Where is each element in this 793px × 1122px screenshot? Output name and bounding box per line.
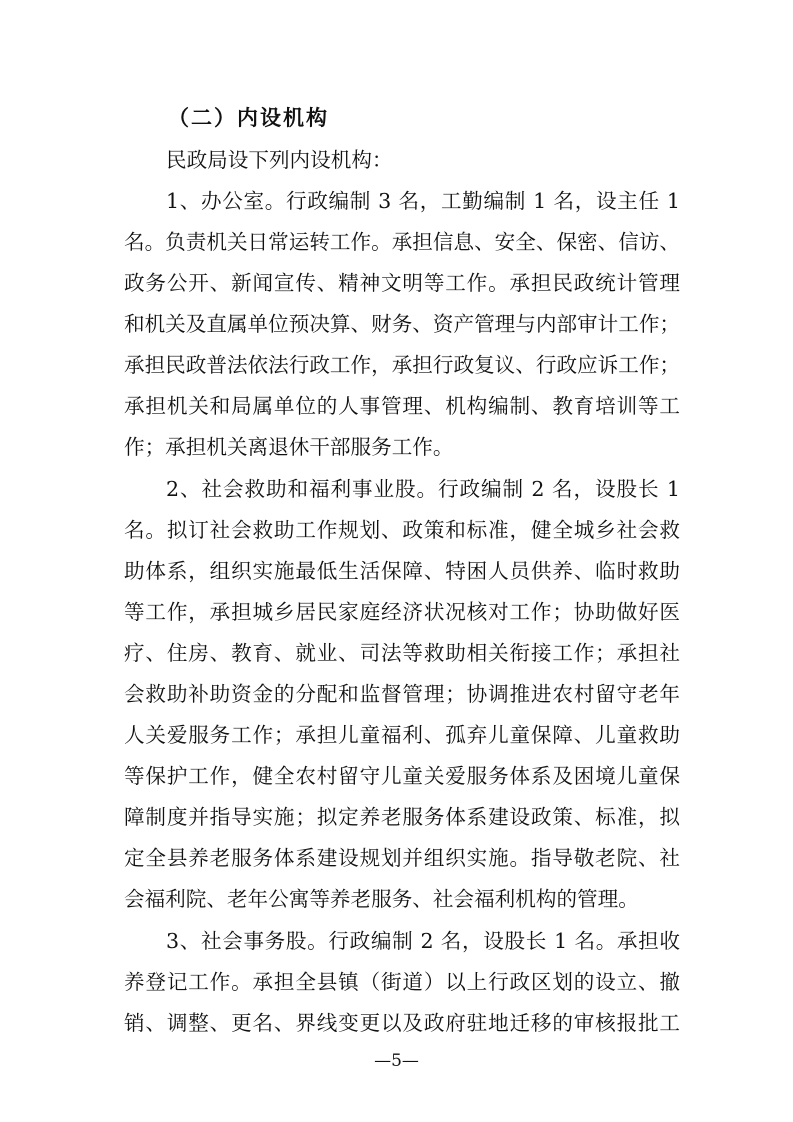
paragraph-line: 名。负责机关日常运转工作。承担信息、安全、保密、信访、 <box>124 230 681 254</box>
paragraph-line: 定全县养老服务体系建设规划并组织实施。指导敬老院、社 <box>124 846 680 870</box>
paragraph-line: 疗、住房、教育、就业、司法等救助相关衔接工作；承担社 <box>124 641 680 665</box>
paragraph-line: 名。拟订社会救助工作规划、政策和标准，健全城乡社会救 <box>124 518 680 542</box>
paragraph-line: 销、调整、更名、界线变更以及政府驻地迁移的审核报批工 <box>124 1011 680 1035</box>
page-number: —5— <box>374 1051 419 1071</box>
paragraph-line: 障制度并指导实施；拟定养老服务体系建设政策、标准，拟 <box>124 805 680 829</box>
paragraph-line: 承担机关和局属单位的人事管理、机构编制、教育培训等工 <box>124 394 680 418</box>
paragraph-line: 2、社会救助和福利事业股。行政编制 2 名，设股长 1 <box>166 477 680 501</box>
section-heading: （二）内设机构 <box>168 106 329 130</box>
paragraph-line: 等工作，承担城乡居民家庭经济状况核对工作；协助做好医 <box>124 600 680 624</box>
paragraph-line: 等保护工作，健全农村留守儿童关爱服务体系及困境儿童保 <box>124 764 680 788</box>
paragraph-line: 作；承担机关离退休干部服务工作。 <box>124 435 454 459</box>
paragraph-line-intro: 民政局设下列内设机构： <box>166 148 393 172</box>
paragraph-line: 人关爱服务工作；承担儿童福利、孤弃儿童保障、儿童救助 <box>124 723 680 747</box>
paragraph-line: 和机关及直属单位预决算、财务、资产管理与内部审计工作； <box>124 312 681 336</box>
paragraph-line: 助体系，组织实施最低生活保障、特困人员供养、临时救助 <box>124 559 680 583</box>
paragraph-line: 1、办公室。行政编制 3 名，工勤编制 1 名，设主任 1 <box>166 189 680 213</box>
paragraph-line: 养登记工作。承担全县镇（街道）以上行政区划的设立、撤 <box>124 970 680 994</box>
paragraph-line: 承担民政普法依法行政工作，承担行政复议、行政应诉工作； <box>124 353 681 377</box>
paragraph-line: 政务公开、新闻宣传、精神文明等工作。承担民政统计管理 <box>124 271 680 295</box>
paragraph-line: 会福利院、老年公寓等养老服务、社会福利机构的管理。 <box>124 887 639 911</box>
paragraph-line: 会救助补助资金的分配和监督管理；协调推进农村留守老年 <box>124 682 680 706</box>
paragraph-line: 3、社会事务股。行政编制 2 名，设股长 1 名。承担收 <box>166 929 680 953</box>
